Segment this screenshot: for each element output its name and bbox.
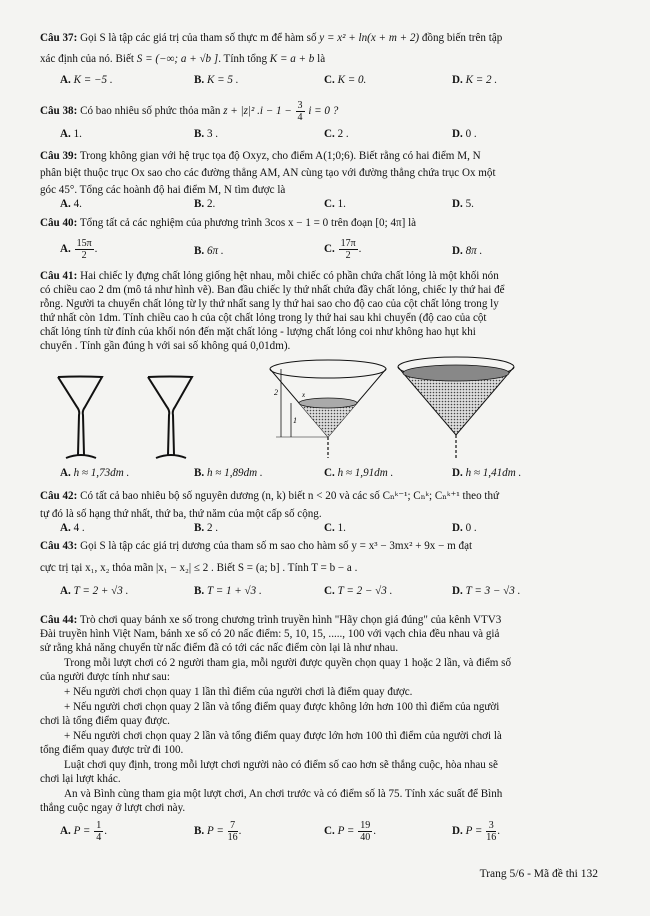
q44-option-c: C. P = $\frac{19}{40}$ . bbox=[324, 820, 376, 843]
q41-line4: thứ nhất còn 1dm. Tính chiều cao h của cột chất lỏng trong ly thứ hai sau khi chuyển (độ cao của cột bbox=[40, 312, 487, 324]
q42-option-b: B. 2 . bbox=[194, 522, 219, 534]
cone-1-diagram bbox=[270, 360, 386, 458]
q43-line2: cực trị tại x₁, x₂ thỏa mãn |x₁ − x₂| ≤ 2 . Biết S = (a; b] . Tính T = b − a . bbox=[40, 562, 358, 574]
q41-line1: Câu 41: Hai chiếc ly đựng chất lỏng giống hệt nhau, mỗi chiếc có phần chứa chất lỏng là một khối nón bbox=[40, 270, 499, 282]
q44-option-b: B. P = $\frac{7}{16}$ . bbox=[194, 820, 242, 843]
q37-option-c: C. K = 0. bbox=[324, 74, 367, 86]
glass-1-icon bbox=[58, 377, 102, 459]
q44-line14: thắng cuộc ngay ở lượt chơi này. bbox=[40, 802, 186, 814]
q44-line13: An và Bình cùng tham gia một lượt chơi, An chơi trước và có điểm số là 75. Tính xác suất để Bình bbox=[64, 788, 503, 800]
q41-line5: chất lỏng tính từ đỉnh của khối nón đến mặt chất lỏng - lượng chất lỏng coi như không hao hụt khi bbox=[40, 326, 476, 338]
cone-2-diagram bbox=[398, 357, 514, 458]
q44-line2: Đài truyền hình Việt Nam, bánh xe số có 20 nấc điểm: 5, 10, 15, ....., 100 với vạch chia đều nhau và giả bbox=[40, 628, 500, 640]
q42-line2: tự đó là số hạng thứ nhất, thứ ba, thứ năm của một cấp số cộng. bbox=[40, 508, 322, 520]
q44-line3: sử rằng khả năng chuyển từ nấc điểm đã có tới các nấc điểm còn lại là như nhau. bbox=[40, 642, 399, 654]
q44-line4: Trong mỗi lượt chơi có 2 người tham gia, mỗi người được quyền chọn quay 1 hoặc 2 lần, và điểm số bbox=[64, 657, 512, 669]
q39-option-a: A. 4. bbox=[60, 198, 82, 210]
q38-option-c: C. 2 . bbox=[324, 128, 349, 140]
q39-line1: Câu 39: Trong không gian với hệ trục tọa độ Oxyz, cho điểm A(1;0;6). Biết rằng có hai điểm M, N bbox=[40, 150, 481, 162]
q38-option-d: D. 0 . bbox=[452, 128, 477, 140]
q41-line3: rỗng. Người ta chuyển chất lỏng từ ly thứ nhất sang ly thứ hai sao cho độ cao của cột chất lỏng trong ly bbox=[40, 298, 499, 310]
q44-option-d: D. P = $\frac{3}{16}$ . bbox=[452, 820, 500, 843]
q39-option-c: C. 1. bbox=[324, 198, 346, 210]
q41-option-d: D. h ≈ 1,41dm . bbox=[452, 467, 522, 479]
q40-line1: Câu 40: Tổng tất cả các nghiệm của phương trình 3cos x − 1 = 0 trên đoạn [0; 4π] là bbox=[40, 217, 417, 229]
q42-option-d: D. 0 . bbox=[452, 522, 477, 534]
q43-option-a: A. T = 2 + √3 . bbox=[60, 585, 129, 597]
q37-line1: Câu 37: Gọi S là tập các giá trị của tham số thực m để hàm số y = x² + ln(x + m + 2) đồng biến trên tập bbox=[40, 32, 503, 44]
glass-2-icon bbox=[148, 377, 192, 459]
q37-option-d: D. K = 2 . bbox=[452, 74, 498, 86]
q43-line1: Câu 43: Gọi S là tập các giá trị dương của tham số m sao cho hàm số y = x³ − 3mx² + 9x − m đạt bbox=[40, 540, 473, 552]
q40-option-b: B. 6π . bbox=[194, 245, 224, 257]
q40-option-a: A. $\frac{15\pi}{2}$ . bbox=[60, 238, 98, 261]
q41-option-a: A. h ≈ 1,73dm . bbox=[60, 467, 130, 479]
q38-option-a: A. 1. bbox=[60, 128, 82, 140]
q37-label: Câu 37: bbox=[40, 32, 78, 44]
q39-option-b: B. 2. bbox=[194, 198, 216, 210]
q38-line1: Câu 38: Có bao nhiêu số phức thỏa mãn z + |z|² .i − 1 − $\frac{3}{4}$ i = 0 ? bbox=[40, 100, 339, 123]
q37-option-a: A. K = −5 . bbox=[60, 74, 113, 86]
q41-option-b: B. h ≈ 1,89dm . bbox=[194, 467, 263, 479]
q42-line1: Câu 42: Có tất cả bao nhiêu bộ số nguyên dương (n, k) biết n < 20 và các số Cₙᵏ⁻¹; Cₙᵏ; Cₙᵏ⁺¹ theo thứ bbox=[40, 490, 500, 502]
q43-option-b: B. T = 1 + √3 . bbox=[194, 585, 262, 597]
q39-line3: góc 45°. Tổng các hoành độ hai điểm M, N tìm được là bbox=[40, 184, 286, 196]
cone-label-2: 2 bbox=[274, 388, 278, 397]
q40-option-c: C. $\frac{17\pi}{2}$ . bbox=[324, 238, 362, 261]
q41-figure bbox=[0, 355, 650, 465]
q43-option-c: C. T = 2 − √3 . bbox=[324, 585, 393, 597]
q44-line1: Câu 44: Trò chơi quay bánh xe số trong chương trình truyền hình "Hãy chọn giá đúng" của kênh VTV3 bbox=[40, 614, 502, 626]
q42-option-a: A. 4 . bbox=[60, 522, 85, 534]
q44-line8: chơi là tổng điểm quay được. bbox=[40, 715, 170, 727]
q43-option-d: D. T = 3 − √3 . bbox=[452, 585, 521, 597]
cone-label-x: x bbox=[302, 391, 306, 399]
q37-line2: xác định của nó. Biết S = (−∞; a + √b ]. Tính tổng K = a + b là bbox=[40, 53, 326, 65]
q39-line2: phân biệt thuộc trục Ox sao cho các đường thẳng AM, AN cùng tạo với đường thẳng chứa trục Ox một bbox=[40, 167, 496, 179]
cone-label-1: 1 bbox=[293, 416, 297, 425]
q44-line5: của người được tính như sau: bbox=[40, 671, 170, 683]
page-footer: Trang 5/6 - Mã đề thi 132 bbox=[479, 868, 598, 880]
q38-option-b: B. 3 . bbox=[194, 128, 219, 140]
q40-option-d: D. 8π . bbox=[452, 245, 483, 257]
q44-line6: + Nếu người chơi chọn quay 1 lần thì điểm của người chơi là điểm quay được. bbox=[64, 686, 413, 698]
q44-line11: Luật chơi quy định, trong mỗi lượt chơi người nào có điểm số cao hơn sẽ thắng cuộc, hòa nhau sẽ bbox=[64, 759, 498, 771]
q44-line10: tổng điểm quay được trừ đi 100. bbox=[40, 744, 184, 756]
q44-line12: chơi lại lượt khác. bbox=[40, 773, 121, 785]
q44-line7: + Nếu người chơi chọn quay 2 lần và tổng điểm quay được không lớn hơn 100 thì điểm của người bbox=[64, 701, 500, 713]
q38-fraction: $\frac{3}{4}$ bbox=[297, 100, 303, 123]
q44-line9: + Nếu người chơi chọn quay 2 lần và tổng điểm quay được lớn hơn 100 thì điểm của người chơi là bbox=[64, 730, 502, 742]
q37-option-b: B. K = 5 . bbox=[194, 74, 239, 86]
q41-line6: chuyển . Tính gần đúng h với sai số không quá 0,01dm). bbox=[40, 340, 291, 352]
q41-option-c: C. h ≈ 1,91dm . bbox=[324, 467, 394, 479]
q44-option-a: A. P = $\frac{1}{4}$ . bbox=[60, 820, 107, 843]
q39-option-d: D. 5. bbox=[452, 198, 474, 210]
q42-option-c: C. 1. bbox=[324, 522, 346, 534]
q41-line2: có chiều cao 2 dm (mô tả như hình vẽ). Ban đầu chiếc ly thứ nhất chứa đầy chất lỏng, chiếc ly thứ hai để bbox=[40, 284, 505, 296]
